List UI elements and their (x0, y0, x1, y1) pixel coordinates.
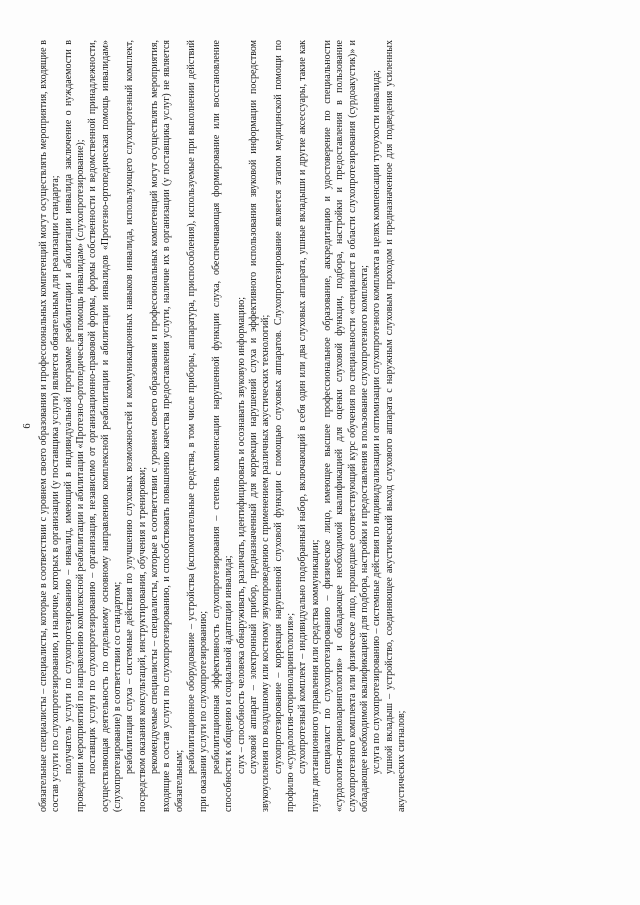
paragraph-hearing-rehabilitation: реабилитация слуха – системные действия по улучшению слуховых возможностей и коммуникационных навыков инвалида, использующего слухопротезный комплект, посредством оказания консультаций, инструктирования, обучения и тренировки; (124, 40, 148, 812)
paragraph-prosthetics-service: услуга по слухопротезированию – системные действия по индивидуализации и оптимизации слухопротезного комплекта в целях компенсации тугоухости инвалида; (371, 70, 383, 774)
definitions-text-body (38, 40, 408, 812)
paragraph-prosthetics-specialist: специалист по слухопротезированию – физическое лицо, имеющее высшее профессиональное образование, аккредитацию и удостоверение по специальности «сурдология-оториноларингология» и обладающее необходимой квалификацией для оценки слуховой функции, подбора, настройки и предоставления в пользование слухопротезного комплекта или физическое лицо, прошедшее соответствующий курс обучения по специальности «специалист в области слухопротезирования (сурдоакустик)» и обладающее необходимой квалификацией для подбора, настройки и предоставления в пользование слухопротезного комплекта; (321, 40, 370, 812)
page-number: 6 (22, 423, 33, 429)
paragraph-hearing: слух – способность человека обнаруживать, различать, идентифицировать и осознавать звуковую информацию; (235, 297, 247, 774)
paragraph-rehabilitation-efficiency: реабилитационная эффективность слухопротезирования – степень компенсации нарушенной функции слуха, обеспечивающая формирование или восстановление способности к общению и социальной адаптации инвалида; (210, 40, 235, 812)
paragraph-service-recipient: получатель услуги по слухопротезированию – инвалид, имеющий в индивидуальной программе реабилитации и абилитации инвалида заключение о нуждаемости в проведении мероприятий по направлению комплексной реабилитации и абилитации «Протезно-ортопедическая помощь инвалидам» (слухопротезирование); (62, 40, 87, 812)
paragraph-hearing-aid: слуховой аппарат – электронный прибор, предназначенный для коррекции нарушений слуха и эффективного использования звуковой информации посредством звукоусиления по воздушному или костному звукопроведению с применением различных акустических технологий; (247, 40, 272, 812)
paragraph-service-provider: поставщик услуги по слухопротезированию – организация, независимо от организационно-правовой формы, формы собственности и ведомственной принадлежности, осуществляющая деятельность по отдельному основному направлению комплексной реабилитации и абилитации инвалидов «Протезно-ортопедическая помощь инвалидам» (слухопротезирование) в соответствии со стандартом; (87, 40, 124, 812)
rotated-text-sheet (22, 40, 578, 812)
paragraph-prosthetic-kit: слухопротезный комплект – индивидуально подобранный набор, включающий в себя один или два слуховых аппарата, ушные вкладыши и другие аксессуары, такие как пульт дистанционного управления или средства коммуникации; (297, 40, 321, 812)
paragraph-recommended-specialists: рекомендуемые специалисты – специалисты, которые в соответствии с уровнем своего образования и профессиональных компетенций могут осуществлять мероприятия, входящие в состав услуги по слухопротезированию, и способствовать повышению качества предоставления услуги, наличие их в организации (у поставщика услуг) не является обязательным; (149, 40, 185, 812)
paragraph-hearing-prosthetics: слухопротезирование – коррекция нарушенной слуховой функции с помощью слуховых аппаратов. Слухопротезирование является этапом медицинской помощи по профилю «сурдология-оториноларингология»; (272, 40, 296, 812)
paragraph-ear-mold: ушной вкладыш – устройство, соединяющее акустический выход слухового аппарата с наружным слуховым проходом и предназначенное для подведения усиленных акустических сигналов; (383, 40, 407, 812)
paragraph-rehabilitation-equipment: реабилитационное оборудование – устройства (вспомогательные средства, в том числе приборы, аппаратура, приспособления), используемые при выполнении действий при оказании услуги по слухопротезированию; (186, 40, 210, 812)
paragraph-obligatory-specialists: обязательные специалисты – специалисты, которые в соответствии с уровнем своего образования и профессиональных компетенций могут осуществлять мероприятия, входящие в состав услуги по слухопротезированию, и наличие, которых в организации (у поставщика услуги) является обязательным для реализации стандарта; (38, 40, 62, 812)
